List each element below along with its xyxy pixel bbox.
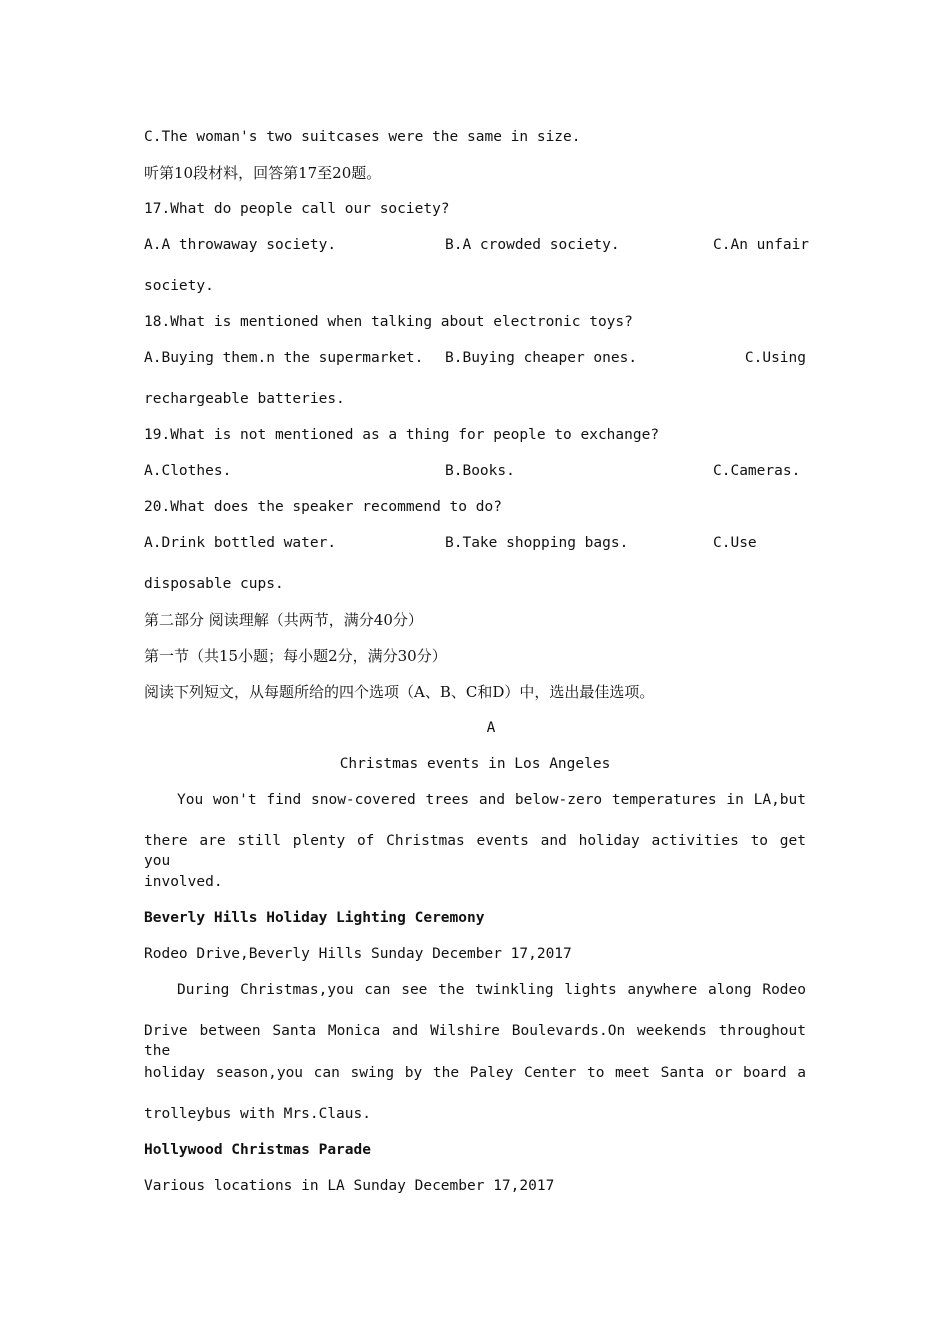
- section-instruction-10: 听第10段材料，回答第17至20题。: [144, 164, 382, 182]
- option-a: A.Buying them.n the supermarket.: [144, 350, 424, 366]
- question-20-stem: 20.What does the speaker recommend to do?: [144, 499, 502, 515]
- intro-line-3: involved.: [144, 874, 223, 890]
- option-c-continued: rechargeable batteries.: [144, 391, 345, 407]
- q16-option-c: C.The woman's two suitcases were the same in size.: [144, 129, 581, 145]
- event-1-line-4: trolleybus with Mrs.Claus.: [144, 1106, 371, 1122]
- option-a: A.A throwaway society.: [144, 237, 337, 253]
- question-17-stem: 17.What do people call our society?: [144, 201, 450, 217]
- option-a: A.Clothes.: [144, 463, 232, 479]
- question-18-stem: 18.What is mentioned when talking about electronic toys?: [144, 314, 633, 330]
- intro-line-1: You won't find snow-covered trees and below-zero temperatures in LA,but: [177, 792, 806, 808]
- passage-title: Christmas events in Los Angeles: [339, 756, 611, 772]
- option-b: B.Books.: [445, 463, 515, 479]
- event-1-line-3: holiday season,you can swing by the Paley Center to meet Santa or board a: [144, 1065, 806, 1081]
- option-b: B.Buying cheaper ones.: [445, 350, 638, 366]
- event-1-name: Beverly Hills Holiday Lighting Ceremony: [144, 910, 485, 926]
- option-c: C.Using: [744, 350, 806, 366]
- event-2-info: Various locations in LA Sunday December 17,2017: [144, 1178, 555, 1194]
- part2-heading: 第二部分 阅读理解（共两节，满分40分）: [144, 611, 423, 629]
- option-a: A.Drink bottled water.: [144, 535, 337, 551]
- option-b: B.Take shopping bags.: [445, 535, 629, 551]
- option-b: B.A crowded society.: [445, 237, 620, 253]
- event-1-info: Rodeo Drive,Beverly Hills Sunday December 17,2017: [144, 946, 572, 962]
- event-1-line-2: Drive between Santa Monica and Wilshire Boulevards.On weekends throughout the: [144, 1023, 806, 1059]
- question-19-stem: 19.What is not mentioned as a thing for people to exchange?: [144, 427, 660, 443]
- part2-section1: 第一节（共15小题；每小题2分，满分30分）: [144, 647, 447, 665]
- passage-letter: A: [486, 720, 496, 736]
- event-2-name: Hollywood Christmas Parade: [144, 1142, 371, 1158]
- intro-line-2: there are still plenty of Christmas events and holiday activities to get you: [144, 833, 806, 869]
- option-c: C.An unfair: [713, 237, 810, 253]
- option-c: C.Use: [713, 535, 757, 551]
- part2-instruction: 阅读下列短文，从每题所给的四个选项（A、B、C和D）中，选出最佳选项。: [144, 683, 655, 701]
- option-c-continued: disposable cups.: [144, 576, 284, 592]
- option-c-continued: society.: [144, 278, 214, 294]
- option-c: C.Cameras.: [713, 463, 801, 479]
- event-1-line-1: During Christmas,you can see the twinkling lights anywhere along Rodeo: [177, 982, 806, 998]
